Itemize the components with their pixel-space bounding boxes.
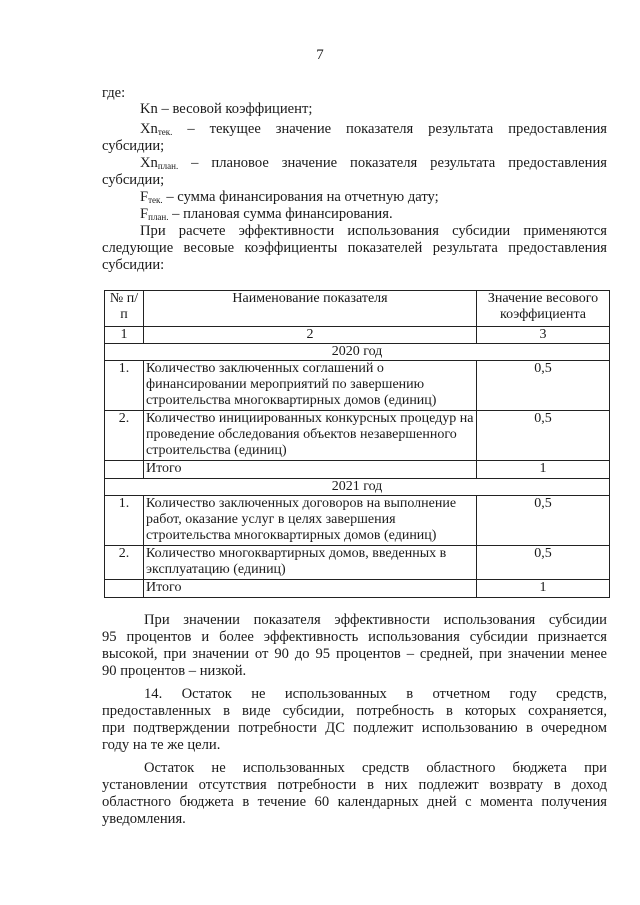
total-value: 1	[477, 580, 610, 598]
f-plan-subscript: план.	[148, 212, 169, 222]
table-row	[105, 496, 610, 546]
row-name: Количество заключенных договоров на выполнение работ, оказание услуг в целях завершения строительства многоквартирных домов (единиц)	[144, 496, 477, 546]
row-value: 0,5	[477, 361, 610, 411]
row-name: Количество инициированных конкурсных процедур на проведение обследования объектов незавершенного строительства (единиц)	[144, 411, 477, 461]
f-plan-symbol: F	[140, 206, 149, 222]
section-year-row	[105, 479, 610, 496]
xn-plan-continuation: субсидии;	[102, 172, 165, 188]
paragraph-2-line-4: 90 процентов – низкой.	[102, 663, 247, 679]
index-cell-2: 2	[144, 327, 477, 344]
total-row	[105, 461, 610, 479]
table-row	[105, 411, 610, 461]
xn-tek-continuation: субсидии;	[102, 138, 165, 154]
row-num: 2.	[105, 411, 144, 461]
f-plan-text: – плановая сумма финансирования.	[168, 206, 393, 222]
total-label: Итого	[144, 461, 477, 479]
paragraph-4-line-3: областного бюджета в течение 60 календарных дней с момента получения	[102, 794, 607, 810]
paragraph-2-line-2: 95 процентов и более эффективность использования субсидии признается	[102, 629, 607, 645]
xn-tek-subscript: тек.	[157, 127, 173, 137]
row-value: 0,5	[477, 546, 610, 580]
paragraph-4-line-4: уведомления.	[102, 811, 186, 827]
kn-text: – весовой коэффициент;	[157, 101, 313, 117]
section-year: 2021 год	[105, 479, 610, 496]
paragraph-2-line-1: При значении показателя эффективности использования субсидии	[144, 612, 607, 628]
total-value: 1	[477, 461, 610, 479]
table-row	[105, 361, 610, 411]
f-tek-definition	[140, 189, 607, 207]
total-row	[105, 580, 610, 598]
xn-tek-symbol: Xn	[140, 121, 158, 137]
paragraph-2-line-3: высокой, при значении от 90 до 95 процентов – средней, при значении менее	[102, 646, 607, 662]
paragraph-1-line-1: При расчете эффективности использования субсидии применяются	[140, 223, 607, 239]
row-num: 1.	[105, 496, 144, 546]
paragraph-1-line-3: субсидии:	[102, 257, 165, 273]
header-num: № п/п	[105, 291, 144, 327]
row-num: 1.	[105, 361, 144, 411]
paragraph-3-line-1: 14. Остаток не использованных в отчетном году средств,	[144, 686, 607, 702]
paragraph-3-line-2: предоставленных в виде субсидии, потребность в которых сохраняется,	[102, 703, 607, 719]
section-year: 2020 год	[105, 344, 610, 361]
table-row	[105, 546, 610, 580]
xn-plan-symbol: Xn	[140, 155, 158, 171]
f-tek-symbol: F	[140, 189, 149, 205]
xn-tek-text: – текущее значение показателя результата предоставления	[172, 121, 607, 137]
paragraph-4-line-2: установлении отсутствия потребности в них подлежит возврату в доход	[102, 777, 607, 793]
header-value: Значение весового коэффициента	[477, 291, 610, 327]
paragraph-3-line-4: году на те же цели.	[102, 737, 221, 753]
paragraph-4-line-1: Остаток не использованных средств областного бюджета при	[144, 760, 607, 776]
where-label: где:	[102, 85, 126, 101]
kn-definition	[140, 101, 607, 118]
coefficient-table	[104, 290, 610, 598]
row-value: 0,5	[477, 411, 610, 461]
kn-symbol: Kn	[140, 101, 158, 117]
page-number: 7	[316, 47, 324, 63]
total-label: Итого	[144, 580, 477, 598]
row-value: 0,5	[477, 496, 610, 546]
section-year-row	[105, 344, 610, 361]
xn-tek-definition	[140, 121, 607, 139]
row-num: 2.	[105, 546, 144, 580]
f-plan-definition	[140, 206, 607, 224]
f-tek-text: – сумма финансирования на отчетную дату;	[162, 189, 439, 205]
row-name: Количество заключенных соглашений о финансировании мероприятий по завершению строительства многоквартирных домов (единиц)	[144, 361, 477, 411]
paragraph-1-line-2: следующие весовые коэффициенты показателей результата предоставления	[102, 240, 607, 256]
table-index-row	[105, 327, 610, 344]
table-header-row	[105, 291, 610, 327]
xn-plan-definition	[140, 155, 607, 173]
row-name: Количество многоквартирных домов, введенных в эксплуатацию (единиц)	[144, 546, 477, 580]
index-cell-3: 3	[477, 327, 610, 344]
paragraph-3-line-3: при подтверждении потребности ДС подлежит использованию в очередном	[102, 720, 607, 736]
xn-plan-text: – плановое значение показателя результата предоставления	[178, 155, 607, 171]
header-name: Наименование показателя	[144, 291, 477, 327]
f-tek-subscript: тек.	[148, 195, 163, 205]
index-cell-1: 1	[105, 327, 144, 344]
xn-plan-subscript: план.	[157, 161, 179, 171]
